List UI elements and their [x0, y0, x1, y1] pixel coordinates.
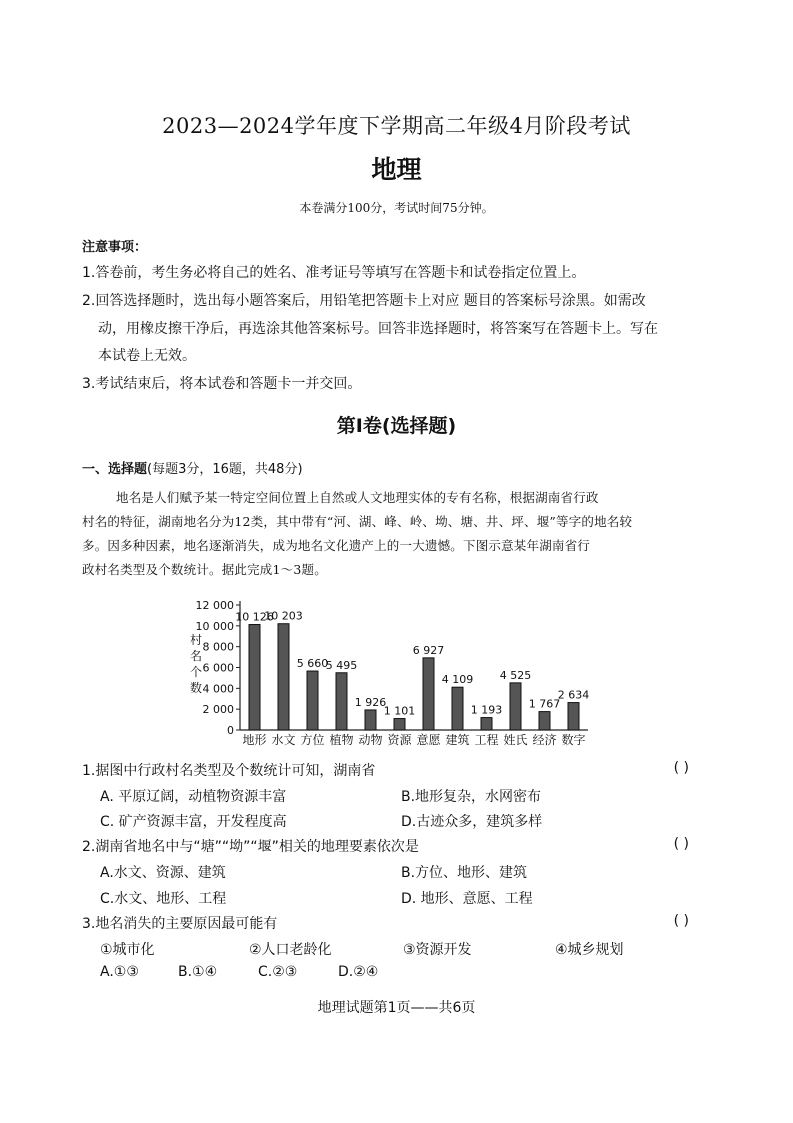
question-2-stem: 2.湖南省地名中与“塘”“坳”“堰”相关的地理要素依次是 — [82, 839, 419, 855]
bar-value-label: 5 660 — [296, 657, 329, 671]
y-axis-label-char: 名 — [189, 649, 203, 663]
x-category-label: 建筑 — [445, 733, 470, 747]
bar-value-label: 10 203 — [264, 609, 303, 623]
bar-value-label: 10 126 — [235, 610, 274, 624]
passage-line-2: 村名的特征，湖南地名分为12类，其中带有“河、湖、峰、岭、坳、塘、井、坪、堰”等字的地名较 — [82, 514, 633, 529]
question-1-option-c: C. 矿产资源丰富，开发程度高 — [100, 814, 287, 830]
notice-item-3: 3.考试结束后，将本试卷和答题卡一并交回。 — [82, 376, 362, 392]
y-tick-label: 8 000 — [202, 640, 234, 654]
x-category-label: 意愿 — [416, 733, 441, 747]
bar-经济 — [539, 712, 550, 730]
section-detail: (每题3分，16题，共48分) — [147, 462, 303, 477]
page-footer: 地理试题第1页——共6页 — [317, 1000, 476, 1016]
village-name-bar-chart — [188, 584, 598, 750]
question-2-answer-paren: ( ) — [673, 836, 689, 852]
bar-value-label: 5 495 — [325, 658, 358, 672]
bar-数字 — [568, 703, 579, 730]
part-title: 第I卷(选择题) — [336, 415, 457, 437]
question-3-option-c: C.②③ — [258, 964, 298, 980]
passage-line-3: 多。因多种因素，地名逐渐消失，成为地名文化遗产上的一大遗憾。下图示意某年湖南省行 — [82, 538, 591, 553]
question-3-option-b: B.①④ — [178, 964, 218, 980]
question-1-answer-paren: ( ) — [673, 760, 689, 776]
bar-value-label: 1 767 — [528, 697, 561, 711]
y-tick-label: 6 000 — [202, 661, 234, 675]
passage-line-4: 政村名类型及个数统计。据此完成1～3题。 — [82, 562, 327, 577]
question-3-factor-2: ②人口老龄化 — [249, 942, 332, 958]
bar-value-label: 2 634 — [557, 688, 590, 702]
notice-heading: 注意事项： — [82, 240, 148, 255]
y-tick-label: 10 000 — [195, 619, 234, 633]
x-category-label: 经济 — [532, 733, 557, 747]
bar-方位 — [307, 671, 318, 730]
question-3-factor-4: ④城乡规划 — [555, 942, 624, 958]
y-tick-label: 4 000 — [202, 682, 234, 696]
y-axis-label-char: 村 — [189, 633, 203, 647]
bar-value-label: 1 193 — [470, 703, 503, 717]
y-tick-label: 2 000 — [202, 703, 234, 717]
bar-水文 — [278, 624, 289, 730]
x-category-label: 姓氏 — [503, 733, 528, 747]
y-tick-label: 0 — [227, 724, 234, 737]
notice-item-2-cont: 动，用橡皮擦干净后，再选涂其他答案标号。回答非选择题时，将答案写在答题卡上。写在 — [98, 321, 658, 337]
question-1-stem: 1.据图中行政村名类型及个数统计可知，湖南省 — [82, 763, 376, 779]
bar-姓氏 — [510, 683, 521, 730]
question-3-answer-paren: ( ) — [673, 913, 689, 929]
x-category-label: 水文 — [271, 733, 296, 747]
question-2-option-b: B.方位、地形、建筑 — [401, 865, 528, 881]
question-1-option-a: A. 平原辽阔，动植物资源丰富 — [100, 789, 287, 805]
x-category-label: 方位 — [300, 733, 325, 747]
question-2-option-c: C.水文、地形、工程 — [100, 891, 227, 907]
x-category-label: 植物 — [329, 733, 354, 747]
bar-value-label: 6 927 — [412, 643, 445, 657]
x-category-label: 地形 — [242, 733, 267, 747]
bar-value-label: 4 525 — [499, 668, 532, 682]
bar-动物 — [365, 710, 376, 730]
score-note: 本卷满分100分，考试时间75分钟。 — [299, 201, 494, 215]
question-3-factor-3: ③资源开发 — [403, 942, 472, 958]
y-axis-label-char: 个 — [189, 665, 203, 679]
bar-意愿 — [423, 658, 434, 730]
bar-地形 — [249, 625, 260, 730]
exam-title: 2023—2024学年度下学期高二年级4月阶段考试 — [162, 114, 631, 138]
bar-建筑 — [452, 687, 463, 730]
bar-植物 — [336, 673, 347, 730]
bar-value-label: 1 926 — [354, 695, 387, 709]
bar-工程 — [481, 718, 492, 730]
y-tick-label: 12 000 — [195, 599, 234, 612]
section-heading — [82, 458, 303, 477]
question-1-option-d: D.古迹众多，建筑多样 — [401, 814, 543, 830]
x-category-label: 动物 — [358, 733, 383, 747]
notice-item-2-end: 本试卷上无效。 — [98, 348, 196, 364]
x-category-label: 资源 — [387, 733, 412, 747]
question-1-option-b: B.地形复杂，水网密布 — [401, 789, 542, 805]
bar-value-label: 1 101 — [383, 704, 416, 718]
bar-value-label: 4 109 — [441, 673, 474, 687]
question-2-option-a: A.水文、资源、建筑 — [100, 865, 226, 881]
question-3-stem: 3.地名消失的主要原因最可能有 — [82, 916, 278, 932]
question-3-option-d: D.②④ — [338, 964, 379, 980]
passage-line-1: 地名是人们赋予某一特定空间位置上自然或人文地理实体的专有名称，根据湖南省行政 — [116, 490, 599, 505]
x-category-label: 数字 — [561, 733, 586, 747]
bar-资源 — [394, 719, 405, 730]
question-2-option-d: D. 地形、意愿、工程 — [401, 891, 533, 907]
notice-item-1: 1.答卷前，考生务必将自己的姓名、准考证号等填写在答题卡和试卷指定位置上。 — [82, 265, 586, 281]
notice-item-2: 2.回答选择题时，选出每小题答案后，用铅笔把答题卡上对应 题目的答案标号涂黑。如需改 — [82, 293, 646, 309]
question-3-factor-1: ①城市化 — [100, 942, 155, 958]
x-category-label: 工程 — [474, 733, 499, 747]
question-3-option-a: A.①③ — [100, 964, 139, 980]
section-label: 一、选择题 — [82, 462, 148, 477]
subject-title: 地理 — [371, 155, 422, 184]
y-axis-label-char: 数 — [189, 681, 203, 695]
